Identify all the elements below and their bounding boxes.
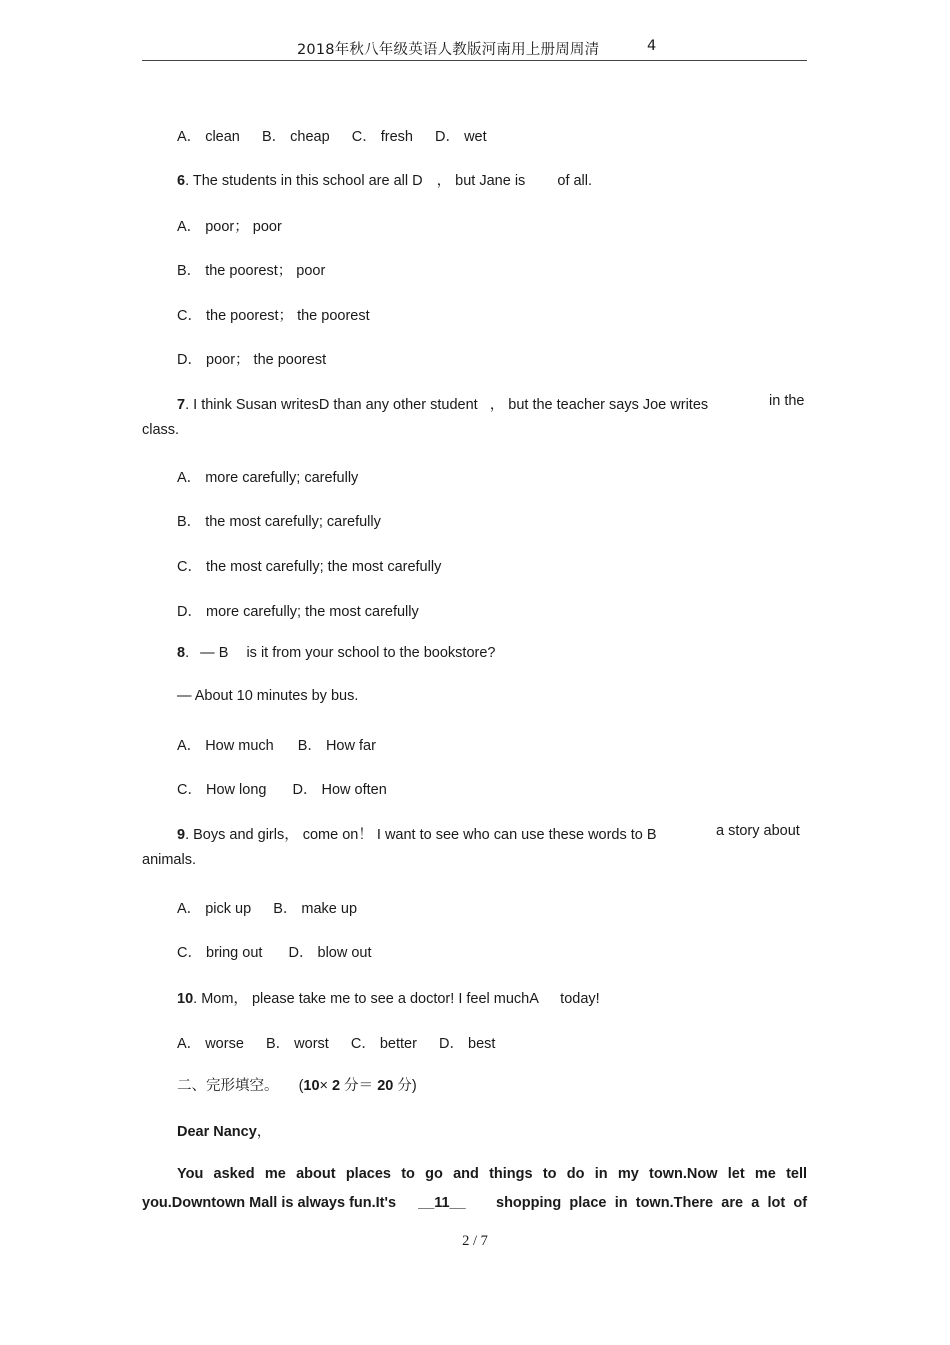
q6-stem: 6. The students in this school are all D ， but Jane is of all. xyxy=(177,173,593,189)
section-2-points-each: 2 xyxy=(332,1078,341,1094)
letter-line-1-word: me xyxy=(754,1166,776,1182)
letter-line-2-word: a xyxy=(751,1195,760,1211)
page-number: 2 / 7 xyxy=(462,1233,488,1249)
q7-stem-part-c: in the xyxy=(769,393,805,409)
q10-stem: 10. Mom， please take me to see a doctor! I feel muchA today! xyxy=(177,991,600,1007)
letter-line-1-word: to xyxy=(542,1166,557,1182)
q7-option-a: A． more carefully; carefully xyxy=(177,470,359,486)
letter-greeting xyxy=(177,1120,271,1141)
letter-line-1-word: in xyxy=(594,1166,608,1182)
q6-stem-part-a: The students in this school are all D xyxy=(192,173,423,189)
section-2-points-open: ( xyxy=(298,1078,304,1094)
q6-stem-part-c: of all. xyxy=(557,173,593,189)
q10-option-b: B． worst xyxy=(265,1036,329,1052)
q9-stem-part-b: a story about xyxy=(716,823,800,839)
q8-reply: — About 10 minutes by bus. xyxy=(177,688,359,704)
letter-line-1-word: tell xyxy=(786,1166,808,1182)
letter-line-1-word: You xyxy=(177,1166,204,1182)
letter-line-2-word: lot xyxy=(767,1195,786,1211)
q7-stem: 7. I think Susan writesD than any other student ， but the teacher says Joe writes xyxy=(177,397,709,413)
q8-stem-part-a: — B xyxy=(200,645,229,661)
q10-number: 10 xyxy=(177,991,194,1007)
q5-option-d-label: D． xyxy=(435,129,461,145)
q8-options-ab xyxy=(177,734,376,755)
letter-line-2-word: shopping xyxy=(496,1195,562,1211)
q5-option-d: wet xyxy=(464,129,487,145)
q8-options-cd xyxy=(177,778,387,799)
letter-line-2-start xyxy=(142,1195,466,1211)
section-2-points-total: 20 xyxy=(377,1078,394,1094)
q10-option-d: D． best xyxy=(439,1036,496,1052)
letter-line-1-word: me xyxy=(264,1166,286,1182)
letter-line-2-word: in xyxy=(614,1195,628,1211)
q8-stem: 8. — B is it from your school to the bookstore? xyxy=(177,645,496,661)
q6-option-d: D． poor； the poorest xyxy=(177,352,327,368)
section-2-heading xyxy=(177,1074,417,1095)
q10-options xyxy=(177,1032,495,1053)
letter-line-1-word: go xyxy=(425,1166,443,1182)
q5-option-a: clean xyxy=(205,129,240,145)
q7-option-c: C． the most carefully; the most carefully xyxy=(177,559,442,575)
q5-options xyxy=(177,125,487,146)
letter-greeting-name: Dear Nancy xyxy=(177,1124,257,1140)
q10-option-c: C． better xyxy=(350,1036,417,1052)
section-2-points-count: 10 xyxy=(303,1078,320,1094)
q6-option-a: A． poor； poor xyxy=(177,219,282,235)
letter-line-1-word: and xyxy=(453,1166,479,1182)
q5-option-a-label: A． xyxy=(177,129,202,145)
q7-number: 7 xyxy=(177,397,186,413)
section-2-points-close: 分) xyxy=(393,1078,417,1094)
q10-stem-part-a: Mom， please take me to see a doctor! xyxy=(201,991,455,1007)
section-2-title: 二、完形填空。 xyxy=(177,1078,279,1094)
q8-option-b: B． How far xyxy=(297,738,376,754)
q9-stem-part-a: Boys and girls， come on！ I want to see who can use these words to B xyxy=(193,827,657,843)
q7-option-d: D． more carefully; the most carefully xyxy=(177,604,419,620)
q10-stem-part-b: I feel muchA xyxy=(458,991,539,1007)
q7-stem-part-d: class. xyxy=(142,422,180,438)
letter-line-2-word: are xyxy=(721,1195,744,1211)
q9-option-a: A． pick up xyxy=(177,901,252,917)
q6-stem-part-b: ， but Jane is xyxy=(436,173,526,189)
letter-line-2-word: place xyxy=(569,1195,607,1211)
letter-line-1-word: town.Now xyxy=(649,1166,718,1182)
q7-stem-part-b: ， but the teacher says Joe writes xyxy=(489,397,709,413)
q8-option-d: D． How often xyxy=(292,782,387,798)
header-number: 4 xyxy=(647,38,657,54)
page-header xyxy=(142,36,807,61)
letter-line-1 xyxy=(177,1166,807,1182)
q7-stem-part-a: I think Susan writesD than any other student xyxy=(193,397,478,413)
letter-line-2-word: of xyxy=(793,1195,808,1211)
letter-line-2-word: town.There xyxy=(635,1195,714,1211)
letter-line-1-word: asked xyxy=(213,1166,255,1182)
letter-line-1-word: things xyxy=(489,1166,533,1182)
header-title: 2018年秋八年级英语人教版河南用上册周周清 xyxy=(297,42,600,58)
q6-number: 6 xyxy=(177,173,186,189)
letter-line-1-word: places xyxy=(345,1166,391,1182)
section-2-points-equals: 分＝ xyxy=(340,1078,378,1094)
q8-option-c: C． How long xyxy=(177,782,267,798)
letter-line-1-word: my xyxy=(617,1166,639,1182)
letter-line-2-end xyxy=(496,1195,807,1211)
q9-stem-part-c: animals. xyxy=(142,852,196,868)
q6-option-b: B． the poorest； poor xyxy=(177,263,326,279)
q8-number: 8 xyxy=(177,645,186,661)
q9-option-d: D． blow out xyxy=(288,945,372,961)
q6-option-c: C． the poorest； the poorest xyxy=(177,308,370,324)
q9-options-ab xyxy=(177,897,357,918)
q9-options-cd xyxy=(177,941,372,962)
q9-option-c: C． bring out xyxy=(177,945,263,961)
q7-option-b: B． the most carefully; carefully xyxy=(177,514,381,530)
q8-stem-part-b: is it from your school to the bookstore? xyxy=(246,645,496,661)
q9-number: 9 xyxy=(177,827,186,843)
blank-11: __11__ xyxy=(418,1195,466,1211)
letter-line-1-word: about xyxy=(296,1166,336,1182)
letter-greeting-comma: ， xyxy=(256,1124,272,1140)
q5-option-c: fresh xyxy=(380,129,413,145)
q5-option-b: cheap xyxy=(290,129,330,145)
q8-option-a: A． How much xyxy=(177,738,274,754)
q5-option-c-label: C． xyxy=(351,129,377,145)
letter-line-1-word: to xyxy=(401,1166,415,1182)
q10-option-a: A． worse xyxy=(177,1036,244,1052)
q5-option-b-label: B． xyxy=(261,129,287,145)
letter-line-1-word: do xyxy=(566,1166,585,1182)
letter-line-2-text: you.Downtown Mall is always fun.It's xyxy=(142,1195,397,1211)
q9-option-b: B． make up xyxy=(273,901,358,917)
q10-stem-part-c: today! xyxy=(560,991,600,1007)
letter-line-1-word: let xyxy=(727,1166,745,1182)
q9-stem: 9. Boys and girls， come on！ I want to see who can use these words to B xyxy=(177,827,657,843)
section-2-points-times: × xyxy=(319,1078,329,1094)
